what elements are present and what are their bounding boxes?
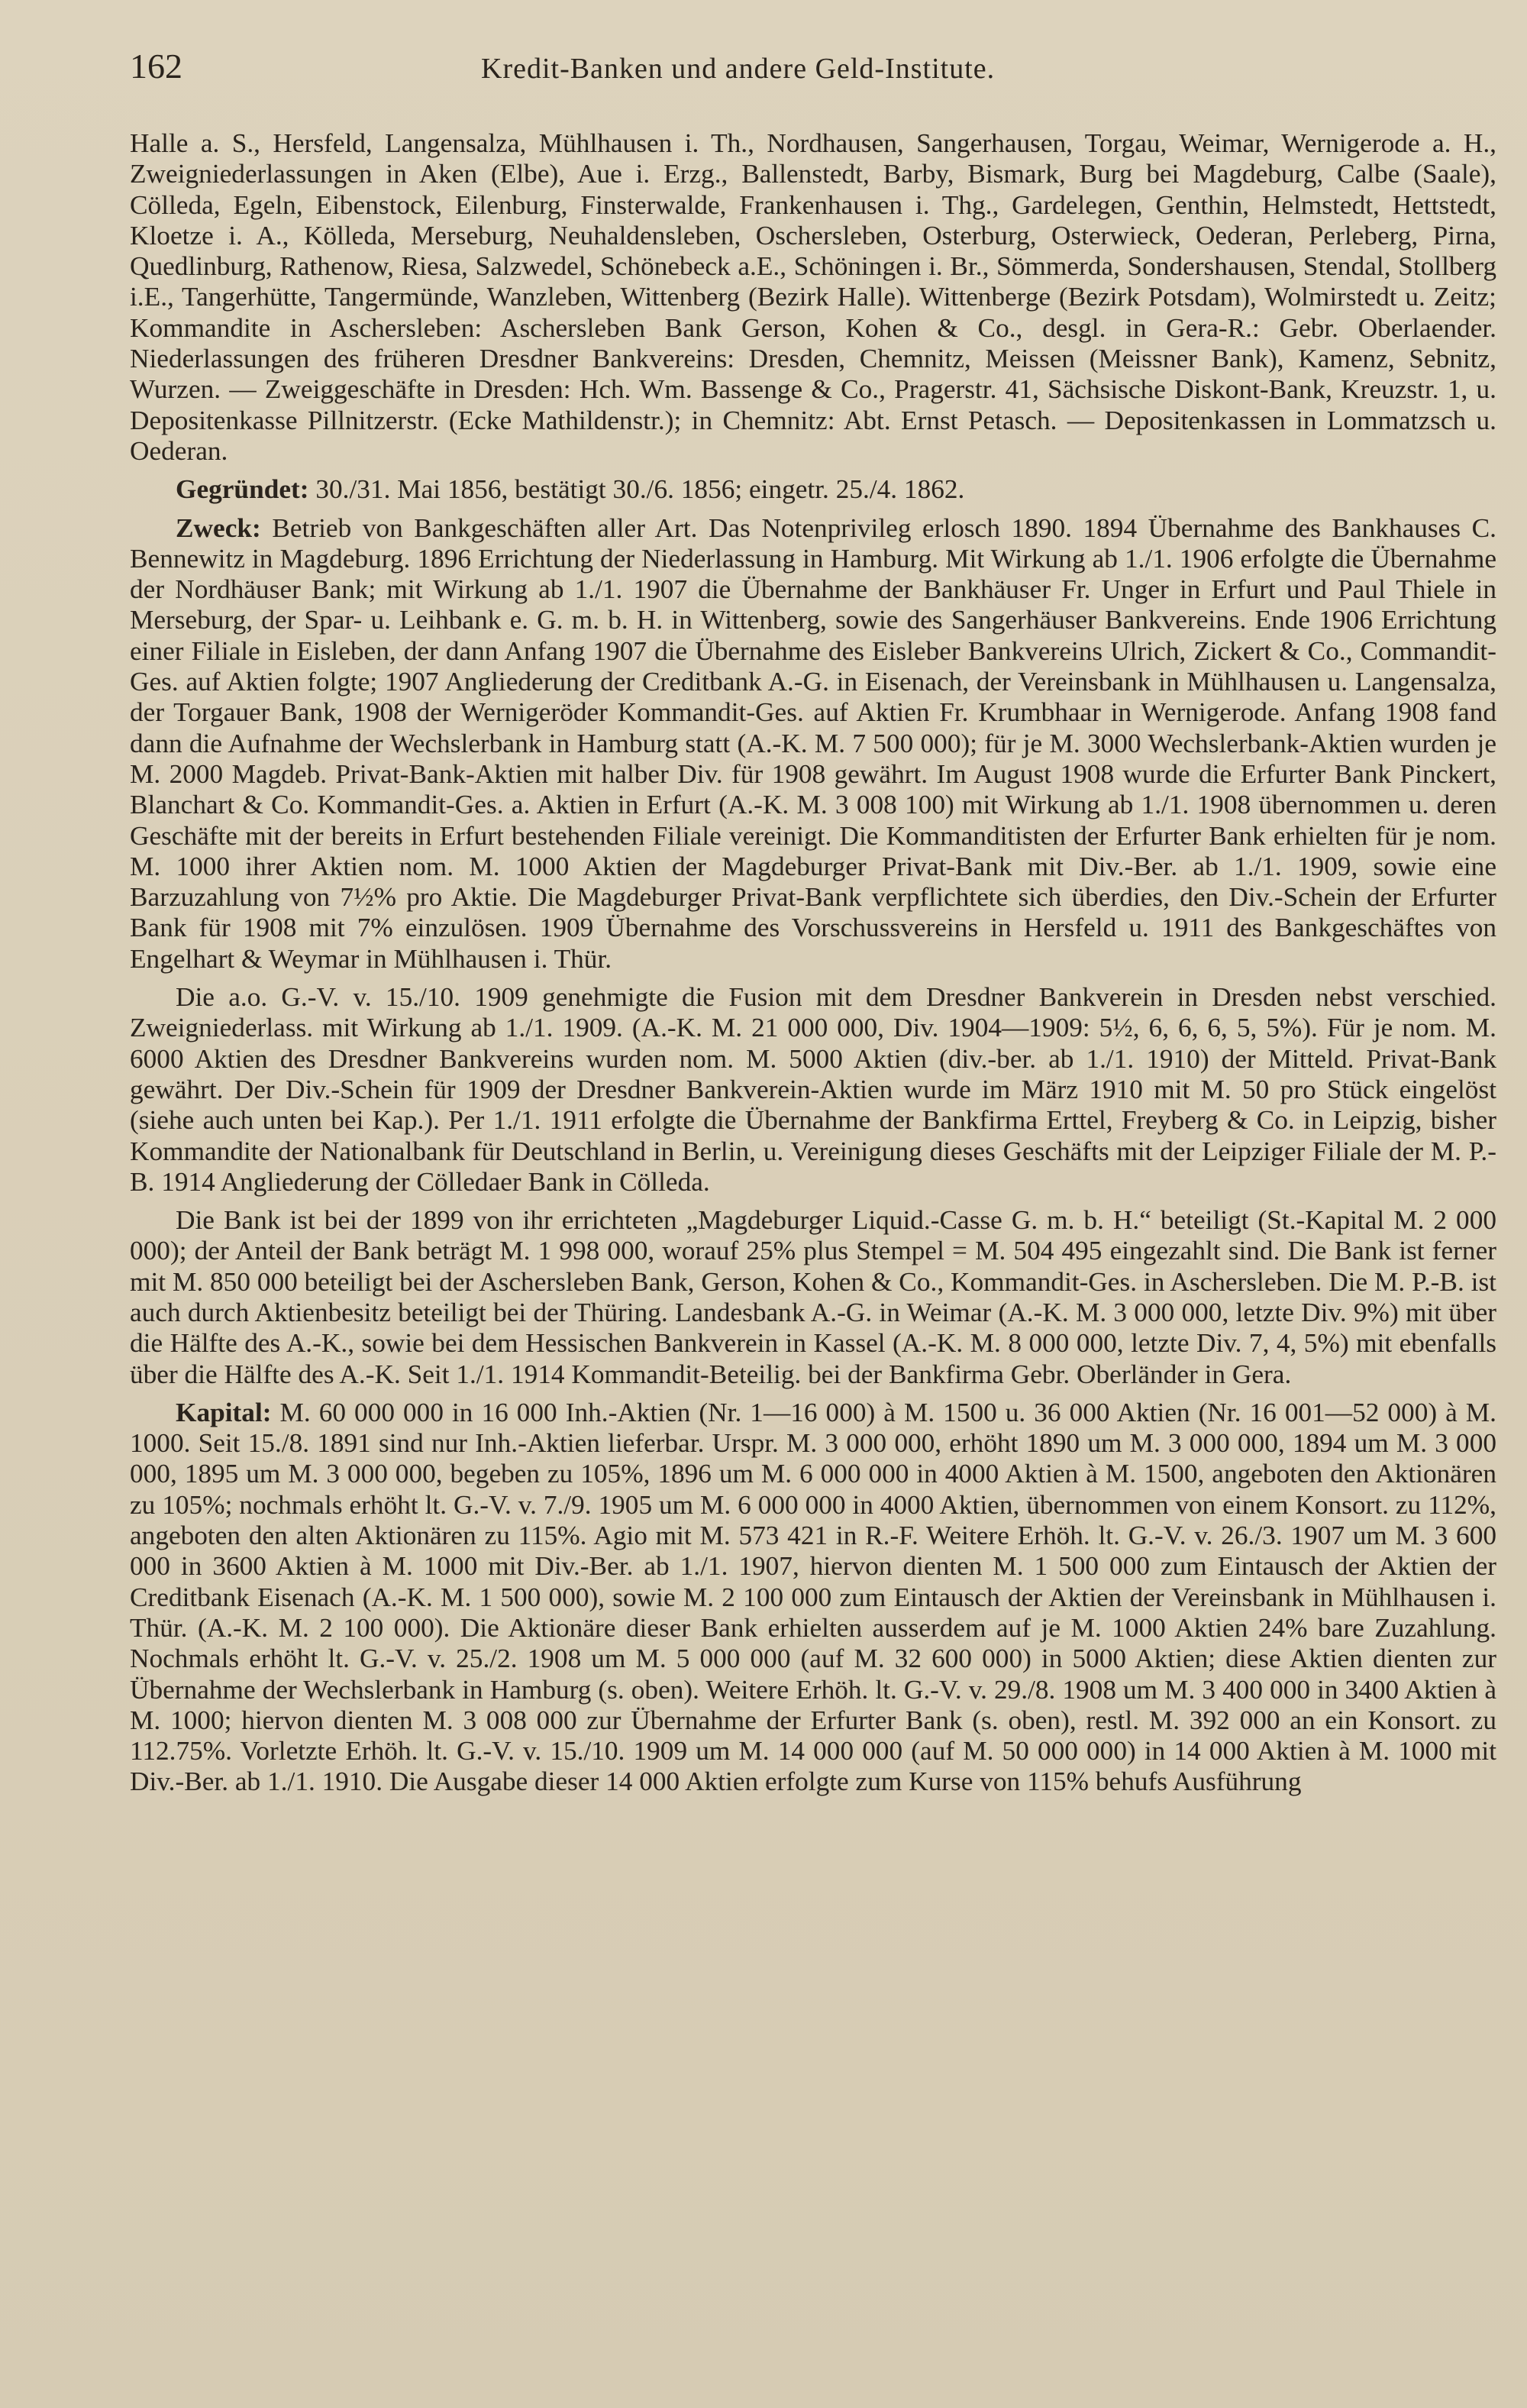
section-label: Zweck: <box>176 512 261 543</box>
paragraph-text: Halle a. S., Hersfeld, Langensalza, Mühlhausen i. Th., Nordhausen, Sangerhausen, Torgau, Weimar, Wernigerode a. H., Zweigniederlassungen in Aken (Elbe), Aue i. Erzg., Ballenstedt, Barby, Bismark, Burg bei Magdeburg, Calbe (Saale), Cölleda, Egeln, Eibenstock, Eilenburg, Finsterwalde, Frankenhausen i. Thg., Gardelegen, Genthin, Helmstedt, Hettstedt, Kloetze i. A., Kölleda, Merseburg, Neuhaldensleben, Oschersleben, Osterburg, Osterwieck, Oederan, Perleberg, Pirna, Quedlinburg, Rathenow, Riesa, Salzwedel, Schönebeck a.E., Schöningen i. Br., Sömmerda, Sondershausen, Stendal, Stollberg i.E., Tangerhütte, Tangermünde, Wanzleben, Wittenberg (Bezirk Halle). Wittenberge (Bezirk Potsdam), Wolmirstedt u. Zeitz; Kommandite in Aschersleben: Aschersleben Bank Gerson, Kohen & Co., desgl. in Gera-R.: Gebr. Oberlaender. Niederlassungen des früheren Dresdner Bankvereins: Dresden, Chemnitz, Meissen (Meissner Bank), Kamenz, Sebnitz, Wurzen. — Zweiggeschäfte in Dresden: Hch. Wm. Bassenge & Co., Pragerstr. 41, Sächsische Diskont-Bank, Kreuzstr. 1, u. Depositenkasse Pillnitzerstr. (Ecke Mathildenstr.); in Chemnitz: Abt. Ernst Petasch. — Depositenkassen in Lommatzsch u. Oederan. <box>130 128 1496 466</box>
running-title: Kredit-Banken und andere Geld-Institute. <box>481 53 996 85</box>
body-text <box>130 128 1496 2389</box>
paragraph-text: M. 60 000 000 in 16 000 Inh.-Aktien (Nr. 1—16 000) à M. 1500 u. 36 000 Aktien (Nr. 16 001—52 000) à M. 1000. Seit 15./8. 1891 sind nur Inh.-Aktien lieferbar. Urspr. M. 3 000 000, erhöht 1890 um M. 3 000 000, 1894 um M. 3 000 000, 1895 um M. 3 000 000, begeben zu 105%, 1896 um M. 6 000 000 in 4000 Aktien à M. 1500, angeboten den Aktionären zu 105%; nochmals erhöht lt. G.-V. v. 7./9. 1905 um M. 6 000 000 in 4000 Aktien, übernommen von einem Konsort. zu 112%, angeboten den alten Aktionären zu 115%. Agio mit M. 573 421 in R.-F. Weitere Erhöh. lt. G.-V. v. 26./3. 1907 um M. 3 600 000 in 3600 Aktien à M. 1000 mit Div.-Ber. ab 1./1. 1907, hiervon dienten M. 1 500 000 zum Eintausch der Aktien der Creditbank Eisenach (A.-K. M. 1 500 000), sowie M. 2 100 000 zum Eintausch der Aktien der Vereinsbank in Mühlhausen i. Thür. (A.-K. M. 2 100 000). Die Aktionäre dieser Bank erhielten ausserdem auf je M. 1000 Aktien 24% bare Zuzahlung. Nochmals erhöht lt. G.-V. v. 25./2. 1908 um M. 5 000 000 (auf M. 32 600 000) in 5000 Aktien; diese Aktien dienten zur Übernahme der Wechslerbank in Hamburg (s. oben). Weitere Erhöh. lt. G.-V. v. 29./8. 1908 um M. 3 400 000 in 3400 Aktien à M. 1000; hiervon dienten M. 3 008 000 zur Übernahme der Erfurter Bank (s. oben), restl. M. 392 000 an ein Konsort. zu 112.75%. Vorletzte Erhöh. lt. G.-V. v. 15./10. 1909 um M. 14 000 000 (auf M. 50 000 000) in 14 000 Aktien à M. 1000 mit Div.-Ber. ab 1./1. 1910. Die Ausgabe dieser 14 000 Aktien erfolgte zum Kurse von 115% behufs Ausführung <box>130 1397 1496 1797</box>
paragraph-gegruendet <box>130 474 1496 505</box>
page-header <box>130 46 1496 99</box>
paragraph-beteiligungen <box>130 1205 1496 1390</box>
paragraph-text: Betrieb von Bankgeschäften aller Art. Das Notenprivileg erlosch 1890. 1894 Übernahme des Bankhauses C. Bennewitz in Magdeburg. 1896 Errichtung der Niederlassung in Hamburg. Mit Wirkung ab 1./1. 1906 erfolgte die Übernahme der Nordhäuser Bank; mit Wirkung ab 1./1. 1907 die Übernahme der Bankhäuser Fr. Unger in Erfurt und Paul Thiele in Merseburg, der Spar- u. Leihbank e. G. m. b. H. in Wittenberg, sowie des Sangerhäuser Bankvereins. Ende 1906 Errichtung einer Filiale in Eisleben, der dann Anfang 1907 die Übernahme des Eisleber Bankvereins Ulrich, Zickert & Co., Commandit-Ges. auf Aktien folgte; 1907 Angliederung der Creditbank A.-G. in Eisenach, der Vereinsbank in Mühlhausen u. Langensalza, der Torgauer Bank, 1908 der Wernigeröder Kommandit-Ges. auf Aktien Fr. Krumbhaar in Wernigerode. Anfang 1908 fand dann die Aufnahme der Wechslerbank in Hamburg statt (A.-K. M. 7 500 000); für je M. 3000 Wechslerbank-Aktien wurden je M. 2000 Magdeb. Privat-Bank-Aktien mit halber Div. für 1908 gewährt. Im August 1908 wurde die Erfurter Bank Pinckert, Blanchart & Co. Kommandit-Ges. a. Aktien in Erfurt (A.-K. M. 3 008 100) mit Wirkung ab 1./1. 1908 übernommen u. deren Geschäfte mit der bereits in Erfurt bestehenden Filiale vereinigt. Die Kommanditisten der Erfurter Bank erhielten für je nom. M. 1000 ihrer Aktien nom. M. 1000 Aktien der Magdeburger Privat-Bank mit Div.-Ber. ab 1./1. 1909, sowie eine Barzuzahlung von 7½% pro Aktie. Die Magdeburger Privat-Bank verpflichtete sich überdies, den Div.-Schein der Erfurter Bank für 1908 mit 7% einzulösen. 1909 Übernahme des Vorschussvereins in Hersfeld u. 1911 des Bankgeschäftes von Engelhart & Weymar in Mühlhausen i. Thür. <box>130 512 1496 974</box>
paragraph-text: 30./31. Mai 1856, bestätigt 30./6. 1856; eingetr. 25./4. 1862. <box>315 474 965 505</box>
section-label: Kapital: <box>176 1397 272 1427</box>
paragraph-kapital <box>130 1398 1496 1798</box>
section-label: Gegründet: <box>176 474 309 505</box>
paragraph-text: Die a.o. G.-V. v. 15./10. 1909 genehmigte die Fusion mit dem Dresdner Bankverein in Dresden nebst verschied. Zweigniederlass. mit Wirkung ab 1./1. 1909. (A.-K. M. 21 000 000, Div. 1904—1909: 5½, 6, 6, 6, 5, 5%). Für je nom. M. 6000 Aktien des Dresdner Bankvereins wurden nom. M. 5000 Aktien (div.-ber. ab 1./1. 1910) der Mitteld. Privat-Bank gewährt. Der Div.-Schein für 1909 der Dresdner Bankverein-Aktien wurde im März 1910 mit M. 50 pro Stück eingelöst (siehe auch unten bei Kap.). Per 1./1. 1911 erfolgte die Übernahme der Bankfirma Erttel, Freyberg & Co. in Leipzig, bisher Kommandite der Nationalbank für Deutschland in Berlin, u. Vereinigung dieses Geschäfts mit der Leipziger Filiale der M. P.-B. 1914 Angliederung der Cölledaer Bank in Cölleda. <box>130 982 1496 1197</box>
paragraph-branches <box>130 128 1496 467</box>
paragraph-fusion <box>130 982 1496 1198</box>
paragraph-text: Die Bank ist bei der 1899 von ihr errichteten „Magdeburger Liquid.-Casse G. m. b. H.“ beteiligt (St.-Kapital M. 2 000 000); der Anteil der Bank beträgt M. 1 998 000, worauf 25% plus Stempel = M. 504 495 eingezahlt sind. Die Bank ist ferner mit M. 850 000 beteiligt bei der Aschersleben Bank, Gerson, Kohen & Co., Kommandit-Ges. in Aschersleben. Die M. P.-B. ist auch durch Aktienbesitz beteiligt bei der Thüring. Landesbank A.-G. in Weimar (A.-K. M. 3 000 000, letzte Div. 9%) mit über die Hälfte des A.-K., sowie bei dem Hessischen Bankverein in Kassel (A.-K. M. 8 000 000, letzte Div. 7, 4, 5%) mit ebenfalls über die Hälfte des A.-K. Seit 1./1. 1914 Kommandit-Beteilig. bei der Bankfirma Gebr. Oberländer in Gera. <box>130 1205 1496 1389</box>
paragraph-zweck <box>130 513 1496 975</box>
page-number: 162 <box>130 47 182 86</box>
